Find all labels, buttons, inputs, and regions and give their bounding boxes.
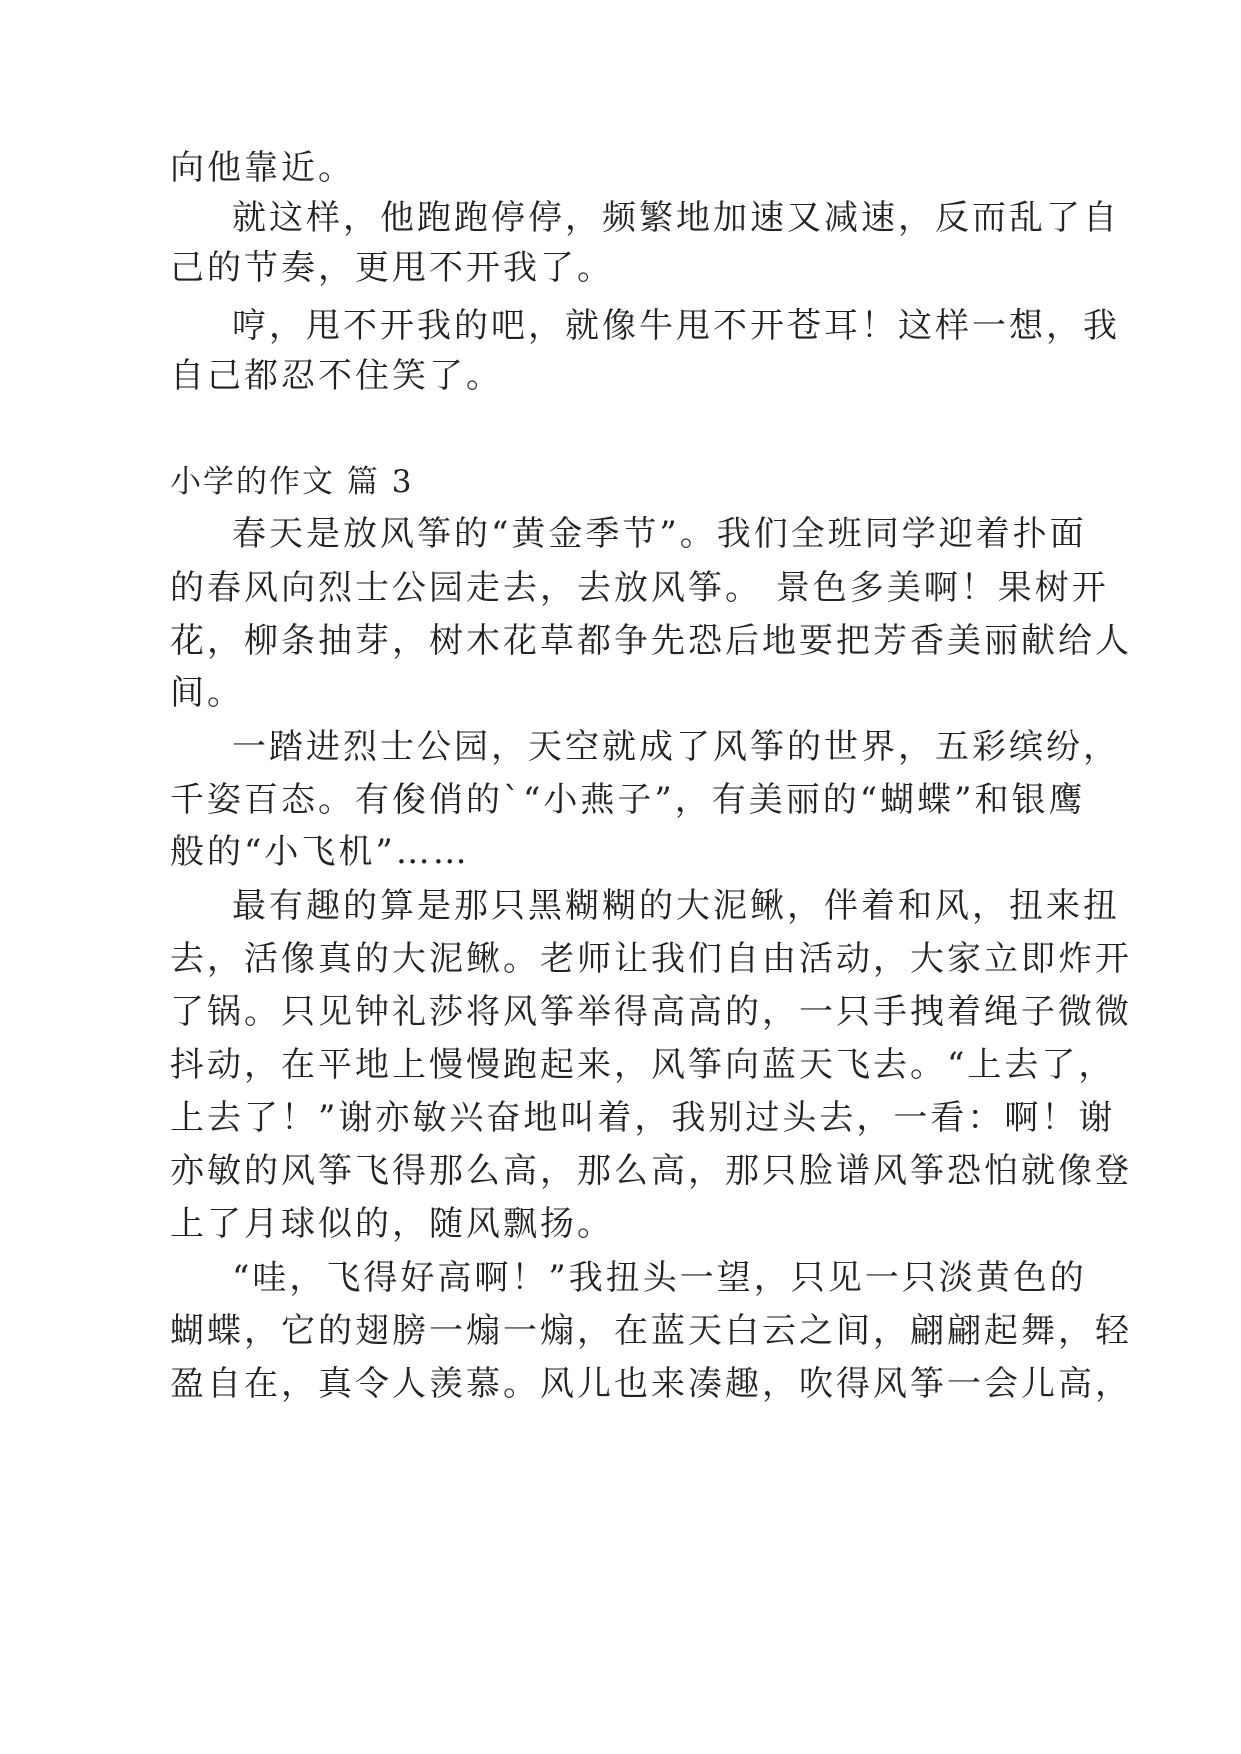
text-line: 的春风向烈士公园走去，去放风筝。 景色多美啊！果树开 xyxy=(170,568,1109,608)
text-line: 去，活像真的大泥鳅。老师让我们自由活动，大家立即炸开 xyxy=(170,939,1132,979)
paragraph-start-line: 最有趣的算是那只黑糊糊的大泥鳅，伴着和风，扭来扭 xyxy=(232,886,1120,926)
text-line: 间。 xyxy=(170,673,244,713)
text-line: 抖动，在平地上慢慢跑起来，风筝向蓝天飞去。“上去了， xyxy=(170,1045,1116,1085)
text-line: 千姿百态。有俊俏的`“小燕子”，有美丽的“蝴蝶”和银鹰 xyxy=(170,780,1086,820)
text-line: 蝴蝶，它的翅膀一煽一煽，在蓝天白云之间，翩翩起舞，轻 xyxy=(170,1311,1132,1351)
text-line: 盈自在，真令人羡慕。风儿也来凑趣，吹得风筝一会儿高， xyxy=(170,1364,1132,1404)
text-line: 上了月球似的，随风飘扬。 xyxy=(170,1204,614,1244)
text-line: 自己都忍不住笑了。 xyxy=(170,356,503,396)
paragraph-start-line: “哇，飞得好高啊！”我扭头一望，只见一只淡黄色的 xyxy=(232,1258,1087,1298)
text-line: 花，柳条抽芽，树木花草都争先恐后地要把芳香美丽献给人 xyxy=(170,621,1132,661)
text-line: 般的“小飞机”…… xyxy=(170,832,470,872)
paragraph-start-line: 哼，甩不开我的吧，就像牛甩不开苍耳！这样一想，我 xyxy=(232,306,1120,346)
text-line: 亦敏的风筝飞得那么高，那么高，那只脸谱风筝恐怕就像登 xyxy=(170,1151,1132,1191)
paragraph-start-line: 春天是放风筝的“黄金季节”。我们全班同学迎着扑面 xyxy=(232,514,1087,554)
paragraph-start-line: 一踏进烈士公园，天空就成了风筝的世界，五彩缤纷， xyxy=(232,727,1120,767)
text-line: 己的节奏，更甩不开我了。 xyxy=(170,248,614,288)
text-line: 了锅。只见钟礼莎将风筝举得高高的，一只手拽着绳子微微 xyxy=(170,992,1132,1032)
paragraph-start-line: 就这样，他跑跑停停，频繁地加速又减速，反而乱了自 xyxy=(232,198,1120,238)
section-heading: 小学的作文 篇 3 xyxy=(170,464,414,500)
text-line: 上去了！”谢亦敏兴奋地叫着，我别过头去，一看：啊！谢 xyxy=(170,1098,1116,1138)
text-line: 向他靠近。 xyxy=(170,148,355,188)
